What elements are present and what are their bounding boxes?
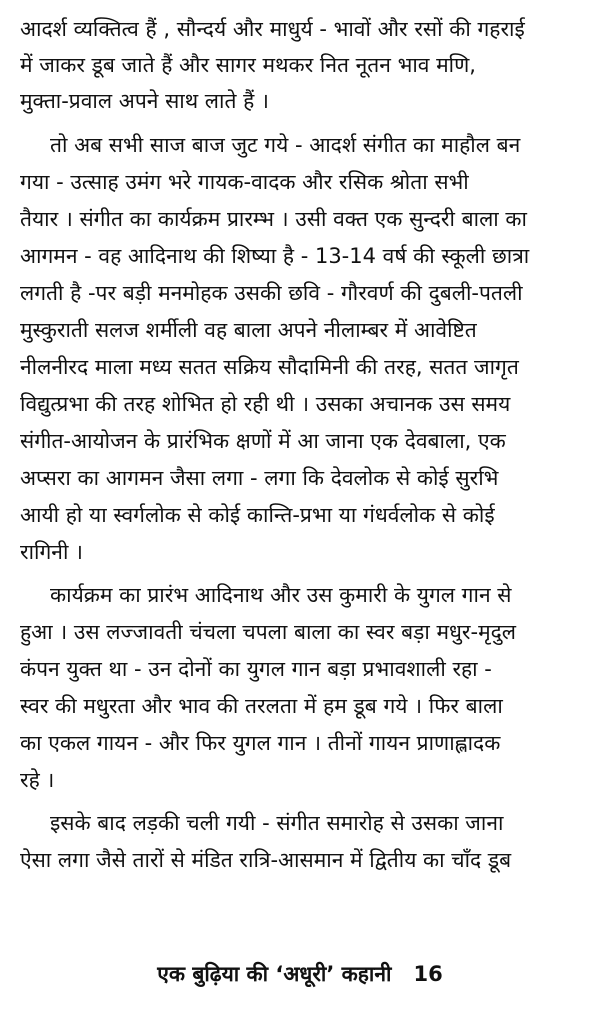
book-title: एक बुढ़िया की ‘अधूरी’ कहानी xyxy=(157,962,392,986)
body-line: आदर्श व्यक्तित्व हैं , सौन्दर्य और माधुर्य - भावों और रसों की गहराई xyxy=(20,17,525,41)
body-line: कंपन युक्त था - उन दोनों का युगल गान बड़ा प्रभावशाली रहा - xyxy=(20,657,492,681)
body-line: में जाकर डूब जाते हैं और सागर मथकर नित नूतन भाव मणि, xyxy=(20,53,476,77)
body-line: रहे । xyxy=(20,768,55,792)
body-line: अप्सरा का आगमन जैसा लगा - लगा कि देवलोक से कोई सुरभि xyxy=(20,466,499,490)
body-line: तो अब सभी साज बाज जुट गये - आदर्श संगीत का माहौल बन xyxy=(50,133,521,157)
body-line: इसके बाद लड़की चली गयी - संगीत समारोह से उसका जाना xyxy=(50,811,504,835)
body-line: संगीत-आयोजन के प्रारंभिक क्षणों में आ जाना एक देवबाला, एक xyxy=(20,429,506,453)
body-line: आयी हो या स्वर्गलोक से कोई कान्ति-प्रभा या गंधर्वलोक से कोई xyxy=(20,503,495,527)
body-line: कार्यक्रम का प्रारंभ आदिनाथ और उस कुमारी के युगल गान से xyxy=(50,583,512,607)
page-footer xyxy=(0,957,600,991)
body-line: हुआ । उस लज्जावती चंचला चपला बाला का स्वर बड़ा मधुर-मृदुल xyxy=(20,620,517,644)
body-line: विद्युत्प्रभा की तरह शोभित हो रही थी । उसका अचानक उस समय xyxy=(20,392,511,416)
body-line: मुक्ता-प्रवाल अपने साथ लाते हैं । xyxy=(20,89,269,113)
body-line: ऐसा लगा जैसे तारों से मंडित रात्रि-आसमान में द्वितीय का चाँद डूब xyxy=(20,848,512,872)
page-number: 16 xyxy=(413,962,443,986)
body-line: रागिनी । xyxy=(20,540,84,564)
body-line: का एकल गायन - और फिर युगल गान । तीनों गायन प्राणाह्लादक xyxy=(20,731,501,755)
body-line: मुस्कुराती सलज शर्मीली वह बाला अपने नीलाम्बर में आवेष्टित xyxy=(20,318,477,342)
body-line: नीलनीरद माला मध्य सतत सक्रिय सौदामिनी की तरह, सतत जागृत xyxy=(20,355,519,379)
body-line: तैयार । संगीत का कार्यक्रम प्रारम्भ । उसी वक्त एक सुन्दरी बाला का xyxy=(20,207,527,231)
body-line: गया - उत्साह उमंग भरे गायक-वादक और रसिक श्रोता सभी xyxy=(20,170,469,194)
body-line: आगमन - वह आदिनाथ की शिष्या है - 13-14 वर्ष की स्कूली छात्रा xyxy=(20,244,530,268)
body-line: लगती है -पर बड़ी मनमोहक उसकी छवि - गौरवर्ण की दुबली-पतली xyxy=(20,281,523,305)
body-line: स्वर की मधुरता और भाव की तरलता में हम डूब गये । फिर बाला xyxy=(20,694,503,718)
